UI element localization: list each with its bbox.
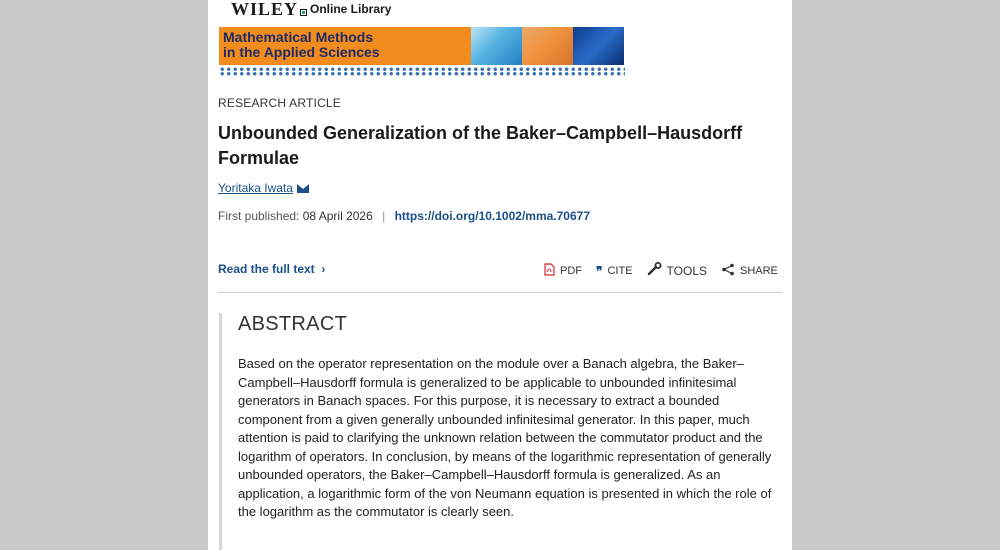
read-full-text-label: Read the full text [218,262,315,276]
published-label: First published: [218,209,300,223]
tools-label: TOOLS [666,263,707,278]
banner-image-dark-blue [573,27,624,65]
doi-link[interactable]: https://doi.org/10.1002/mma.70677 [394,209,591,223]
chevron-right-icon: › [318,262,326,276]
brand-name: WILEY [231,0,299,19]
article-title: Unbounded Generalization of the Baker–Campbell–Hausdorff Formulae [218,123,743,168]
pdf-label: PDF [560,264,582,277]
journal-name: Mathematical Methods in the Applied Sciences [223,29,380,60]
journal-banner-title-area [219,27,471,65]
banner-dot-pattern [219,67,625,76]
pdf-icon [544,263,555,279]
abstract-section [219,313,787,550]
share-label: SHARE [740,264,778,277]
author[interactable] [218,181,309,195]
banner-image-orange [522,27,573,65]
cite-label: CITE [607,264,633,277]
journal-banner[interactable] [219,27,625,65]
share-icon [721,263,735,279]
email-icon[interactable] [297,184,309,193]
quote-icon: ❞ [596,263,603,278]
publication-info [218,209,590,223]
cite-button[interactable] [596,262,633,279]
tools-button[interactable] [647,262,707,279]
wrench-icon [647,262,662,279]
abstract-heading: ABSTRACT [238,313,348,335]
logo-dot-icon [300,9,307,16]
wiley-logo[interactable] [231,0,391,21]
share-button[interactable] [721,262,778,279]
read-full-text-link[interactable] [218,262,325,276]
article-page [208,0,792,550]
author-name[interactable]: Yoritaka Iwata [218,181,293,195]
published-date: 08 April 2026 [302,209,373,223]
pdf-button[interactable] [544,262,582,279]
divider [218,292,782,293]
library-name: Online Library [310,2,392,16]
separator: | [382,209,386,223]
article-tools [544,262,778,279]
banner-image-blue [471,27,522,65]
article-type: RESEARCH ARTICLE [218,96,342,110]
abstract-text: Based on the operator representation on the module over a Banach algebra, the Baker–Campbell–Hausdorff formula is generalized to be applicable to unbounded infinitesimal generators in Banach spaces. For this purpose, it is necessary to extract a bounded component from a given generally unbounded infinitesimal generator. In this paper, much attention is paid to clarifying the unknown relation between the commutator product and the logarithm of operators. In conclusion, by means of the logarithmic representation of generally unbounded operators, the Baker–Campbell–Hausdorff formula is generalized. As an application, a logarithmic form of the von Neumann equation is presented in which the role of the logarithm as the commutator is clearly seen. [238,356,772,519]
